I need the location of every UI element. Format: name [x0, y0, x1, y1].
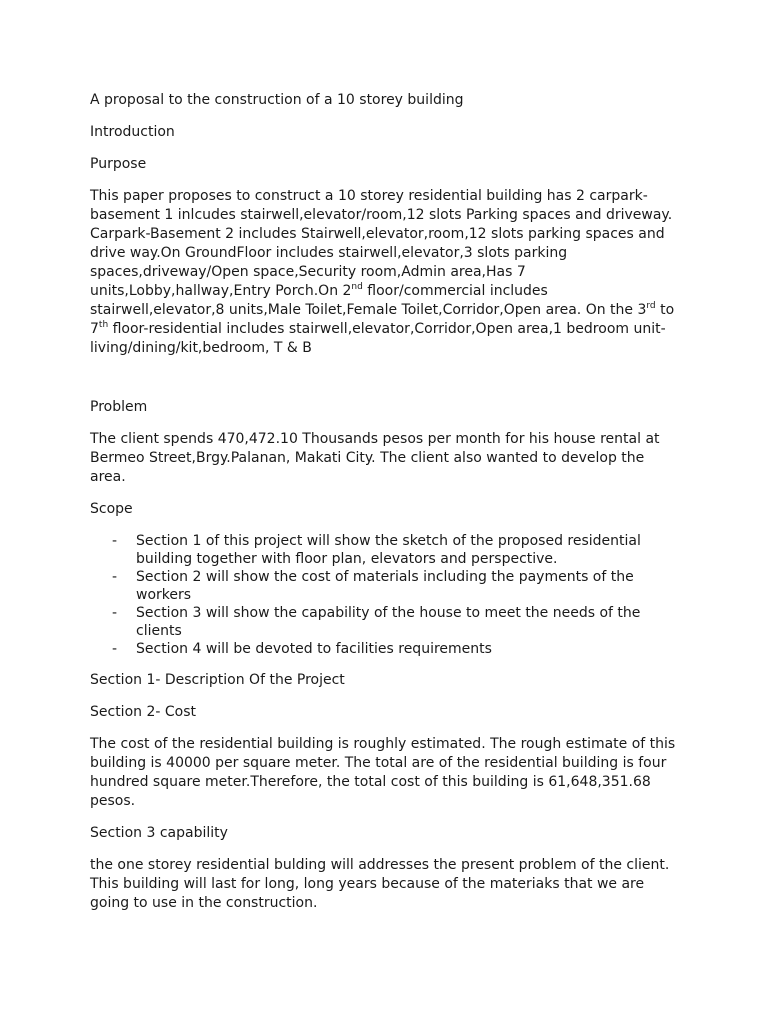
- section3-heading: Section 3 capability: [90, 825, 228, 841]
- scope-list: [90, 532, 680, 658]
- list-item: [90, 568, 680, 604]
- superscript-th: th: [98, 320, 109, 330]
- list-item: [90, 640, 680, 658]
- scope-heading: Scope: [90, 501, 133, 517]
- capability-paragraph: the one storey residential bulding will addresses the present problem of the client. This building will last for long, long years because of the materiaks that we are going to use in the construction.: [90, 857, 670, 911]
- purpose-text-3: to 7: [90, 302, 675, 337]
- bullet-dash: -: [112, 569, 118, 585]
- purpose-text-1: This paper proposes to construct a 10 storey residential building has 2 carpark-basement 1 inlcudes stairwell,elevator/room,12 slots Parking spaces and driveway. Carpark-Basement 2 includes Stairwell,elevator,room,12 slots parking spaces and drive way.On GroundFloor includes stairwell,elevator,3 slots parking spaces,driveway/Open space,Security room,Admin area,Has 7 units,Lobby,hallway,Entry Porch.On 2: [90, 188, 673, 299]
- bullet-dash: -: [112, 605, 118, 621]
- section1-heading: Section 1- Description Of the Project: [90, 672, 345, 688]
- section2-heading: Section 2- Cost: [90, 704, 196, 720]
- superscript-rd: rd: [646, 301, 656, 311]
- scope-item-text: Section 2 will show the cost of materials including the payments of the workers: [136, 569, 634, 603]
- scope-item-text: Section 3 will show the capability of the house to meet the needs of the clients: [136, 605, 641, 639]
- scope-item-text: Section 1 of this project will show the sketch of the proposed residential building together with floor plan, elevators and perspective.: [136, 533, 641, 567]
- purpose-heading: Purpose: [90, 156, 147, 172]
- list-item: [90, 604, 680, 640]
- list-item: [90, 532, 680, 568]
- introduction-heading: Introduction: [90, 124, 175, 140]
- purpose-text-2: floor/commercial includes stairwell,elevator,8 units,Male Toilet,Female Toilet,Corridor,Open area. On the 3: [90, 283, 647, 318]
- document-title: A proposal to the construction of a 10 storey building: [90, 92, 464, 108]
- document-page: [90, 91, 680, 926]
- blank-line: [90, 371, 680, 398]
- purpose-text-4: floor-residential includes stairwell,elevator,Corridor,Open area,1 bedroom unit-living/dining/kit,bedroom, T & B: [90, 321, 666, 356]
- problem-paragraph: The client spends 470,472.10 Thousands pesos per month for his house rental at Bermeo Street,Brgy.Palanan, Makati City. The client also wanted to develop the area.: [90, 431, 660, 485]
- problem-heading: Problem: [90, 399, 148, 415]
- superscript-nd: nd: [351, 282, 363, 292]
- bullet-dash: -: [112, 641, 118, 657]
- cost-paragraph: The cost of the residential building is roughly estimated. The rough estimate of this building is 40000 per square meter. The total are of the residential building is four hundred square meter.Therefore, the total cost of this building is 61,648,351.68 pesos.: [90, 736, 676, 809]
- scope-item-text: Section 4 will be devoted to facilities requirements: [136, 641, 492, 657]
- purpose-paragraph: [90, 187, 680, 358]
- bullet-dash: -: [112, 533, 118, 549]
